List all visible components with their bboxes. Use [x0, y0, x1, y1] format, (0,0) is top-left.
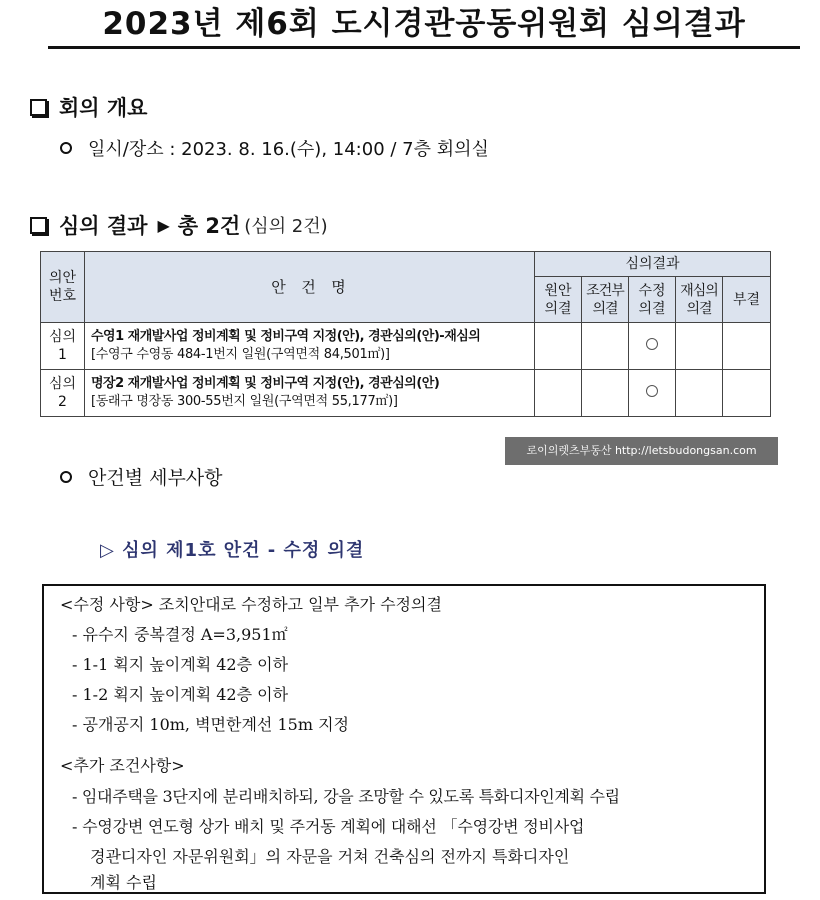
row-result-amended [629, 323, 676, 370]
results-count-sub: (심의 2건) [244, 216, 328, 237]
results-label: 심의 결과 [59, 214, 148, 238]
row-result-redeliberation [676, 323, 723, 370]
detail-line: - 1-1 획지 높이계획 42층 이하 [72, 655, 289, 674]
triangle-right-icon: ▶ [157, 215, 170, 235]
detail-line: - 유수지 중복결정 A=3,951㎡ [72, 625, 288, 644]
col-header-conditional: 조건부 의결 [582, 277, 629, 323]
results-table [40, 251, 771, 417]
details-heading [60, 463, 223, 490]
col-header-rejected: 부결 [723, 277, 771, 323]
row-result-conditional [582, 370, 629, 417]
meeting-overview-label: 회의 개요 [59, 96, 148, 120]
meeting-overview-heading [30, 92, 147, 122]
table-row [41, 370, 771, 417]
col-header-result-group: 심의결과 [535, 252, 771, 277]
item1-heading: ▷ 심의 제1호 안건 - 수정 의결 [100, 540, 365, 561]
document-title: 2023년 제6회 도시경관공동위원회 심의결과 [102, 6, 746, 42]
detail-line: - 수영강변 연도형 상가 배치 및 주거동 계획에 대해선 「수영강변 정비사업 [72, 817, 585, 836]
detail-line: - 1-2 획지 높이계획 42층 이하 [72, 685, 289, 704]
col-header-redeliberation: 재심의 의결 [676, 277, 723, 323]
col-header-amended: 수정 의결 [629, 277, 676, 323]
checkbox-square-icon [30, 99, 47, 116]
meeting-info-line [60, 135, 489, 161]
detail-line: <수정 사항> 조치안대로 수정하고 일부 추가 수정의결 [60, 595, 442, 614]
col-header-no: 의안 번호 [41, 252, 85, 323]
row-result-original [535, 323, 582, 370]
circle-mark-icon [646, 338, 658, 350]
checkbox-square-icon [30, 217, 47, 234]
circle-mark-icon [646, 385, 658, 397]
watermark-banner: 로이의렛츠부동산 http://letsbudongsan.com [505, 437, 778, 465]
title-underline [48, 46, 800, 49]
detail-line: 경관디자인 자문위원회」의 자문을 거쳐 건축심의 전까지 특화디자인 [90, 847, 570, 866]
row-result-rejected [723, 370, 771, 417]
results-count: 총 2건 [177, 214, 241, 238]
detail-line: <추가 조건사항> [60, 756, 185, 775]
detail-box [42, 584, 766, 894]
row-result-conditional [582, 323, 629, 370]
table-row [41, 323, 771, 370]
row-no: 심의 2 [41, 370, 85, 417]
row-result-original [535, 370, 582, 417]
row-result-rejected [723, 323, 771, 370]
col-header-name: 안 건 명 [85, 252, 535, 323]
meeting-info-text: 일시/장소 : 2023. 8. 16.(수), 14:00 / 7층 회의실 [88, 139, 489, 160]
row-agenda-name: 수영1 재개발사업 정비계획 및 정비구역 지정(안), 경관심의(안)-재심의 [수영구 수영동 484-1번지 일원(구역면적 84,501㎡)] [85, 323, 535, 370]
row-result-redeliberation [676, 370, 723, 417]
detail-line: - 임대주택을 3단지에 분리배치하되, 강을 조망할 수 있도록 특화디자인계획 수립 [72, 787, 620, 806]
details-heading-text: 안건별 세부사항 [88, 467, 223, 489]
detail-line: 계획 수립 [90, 873, 157, 892]
circle-bullet-icon [60, 142, 72, 154]
row-no: 심의 1 [41, 323, 85, 370]
results-heading [30, 210, 328, 240]
detail-line: - 공개공지 10m, 벽면한계선 15m 지정 [72, 715, 350, 734]
row-result-amended [629, 370, 676, 417]
row-agenda-name: 명장2 재개발사업 정비계획 및 정비구역 지정(안), 경관심의(안) [동래구 명장동 300-55번지 일원(구역면적 55,177㎡)] [85, 370, 535, 417]
circle-bullet-icon [60, 471, 72, 483]
col-header-original: 원안 의결 [535, 277, 582, 323]
